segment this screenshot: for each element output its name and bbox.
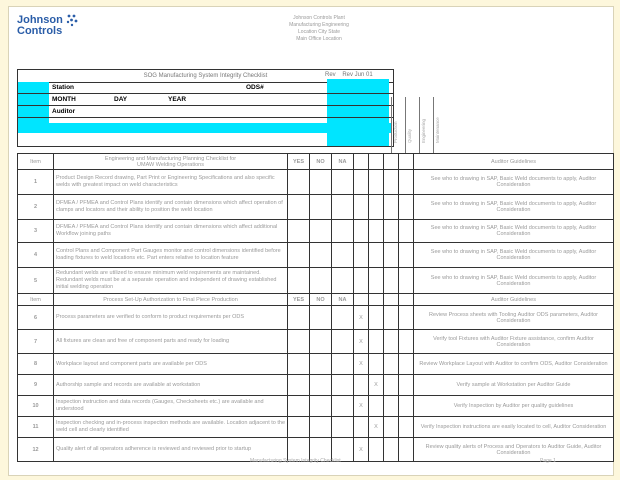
check-mark	[354, 170, 369, 195]
check-mark	[369, 330, 384, 354]
item-description: DFMEA / PFMEA and Control Plans identify and contain dimensions which affect operation of clamps and locators and their ability to position the weld location	[54, 195, 288, 220]
checklist-row	[18, 417, 614, 438]
check-mark	[369, 438, 384, 462]
check-mark	[369, 268, 384, 294]
check-mark: X	[369, 375, 384, 396]
yes-cell	[288, 306, 310, 330]
check-mark: X	[354, 396, 369, 417]
item-number: 8	[18, 354, 54, 375]
role-cell	[384, 306, 399, 330]
year-label: YEAR	[168, 96, 187, 103]
yes-cell	[288, 354, 310, 375]
auditor-row	[18, 106, 393, 118]
revision-label	[325, 72, 373, 78]
role-cell	[384, 375, 399, 396]
no-cell	[310, 396, 332, 417]
yes-cell	[288, 417, 310, 438]
na-cell	[332, 170, 354, 195]
check-mark	[369, 396, 384, 417]
auditor-guideline: Verify Inspection instructions are easily located to cell, Auditor Consideration	[414, 417, 614, 438]
role-cell	[399, 306, 414, 330]
role-cell	[399, 294, 414, 306]
na-cell	[332, 396, 354, 417]
check-mark	[369, 306, 384, 330]
check-mark	[354, 375, 369, 396]
role-cell	[384, 417, 399, 438]
checklist-row	[18, 243, 614, 268]
role-cell	[384, 354, 399, 375]
checklist-row	[18, 375, 614, 396]
section-heading-line: UMAW Welding Operations	[137, 161, 204, 168]
role-cell	[369, 294, 384, 306]
item-number: 10	[18, 396, 54, 417]
na-cell	[332, 330, 354, 354]
check-mark	[354, 268, 369, 294]
na-header: NA	[332, 154, 354, 170]
no-cell	[310, 306, 332, 330]
auditor-guideline: Review Workplace Layout with Auditor to confirm ODS, Auditor Consideration	[414, 354, 614, 375]
checklist-row	[18, 220, 614, 243]
role-cell	[399, 154, 414, 170]
month-label: MONTH	[52, 96, 76, 103]
item-number: 2	[18, 195, 54, 220]
role-cell	[384, 243, 399, 268]
rev-label: Rev	[325, 72, 336, 78]
date-row	[18, 94, 393, 106]
station-label: Station	[52, 84, 75, 91]
check-mark	[354, 220, 369, 243]
role-cell	[384, 330, 399, 354]
guidelines-header: Auditor Guidelines	[414, 294, 614, 306]
no-cell	[310, 354, 332, 375]
logo-line-1: Johnson	[17, 14, 63, 26]
item-description: Inspection instruction and data records (Gauges, Checksheets etc.) are available and understood	[54, 396, 288, 417]
item-description: Product Design Record drawing, Part Print or Engineering Specifications and also specific welds with greatest impact on weld characteristics	[54, 170, 288, 195]
na-cell	[332, 268, 354, 294]
na-cell	[332, 375, 354, 396]
day-label: DAY	[114, 96, 128, 103]
role-cell	[399, 396, 414, 417]
checklist-row	[18, 396, 614, 417]
role-cell	[384, 195, 399, 220]
checklist-sheet	[8, 6, 614, 476]
auditor-guideline: See who to drawing in SAP, Basic Weld documents to apply, Auditor Consideration	[414, 195, 614, 220]
item-description: Redundant welds are utilized to ensure minimum weld requirements are maintained. Redundant welds must be at a separate operation and independent of drawing established initial welding operation	[54, 268, 288, 294]
auditor-label: Auditor	[52, 108, 76, 115]
no-cell	[310, 170, 332, 195]
role-headers	[391, 97, 451, 153]
role-cell	[399, 195, 414, 220]
auditor-guideline: Review Process sheets with Tooling Auditor ODS parameters, Auditor Consideration	[414, 306, 614, 330]
no-header: NO	[310, 294, 332, 306]
item-number: 5	[18, 268, 54, 294]
item-number: 6	[18, 306, 54, 330]
check-mark	[369, 220, 384, 243]
form-title: SOG Manufacturing System Integrity Checklist	[17, 69, 394, 83]
auditor-guideline: Verify Inspection by Auditor per quality guidelines	[414, 396, 614, 417]
form-header-fields	[17, 82, 394, 147]
role-cell	[399, 268, 414, 294]
auditor-guideline: See who to drawing in SAP, Basic Weld documents to apply, Auditor Consideration	[414, 243, 614, 268]
role-cell	[399, 375, 414, 396]
item-description: Quality alert of all operators adherence is reviewed and reviewed prior to startup	[54, 438, 288, 462]
auditor-guideline: Verify sample at Workstation per Auditor Guide	[414, 375, 614, 396]
check-mark: X	[354, 354, 369, 375]
address-line: Manufacturing Engineering	[289, 22, 349, 28]
check-mark	[354, 243, 369, 268]
check-mark: X	[354, 438, 369, 462]
role-cell	[384, 220, 399, 243]
auditor-guideline: See who to drawing in SAP, Basic Weld documents to apply, Auditor Consideration	[414, 268, 614, 294]
checklist-row	[18, 170, 614, 195]
item-header: Item	[18, 294, 54, 306]
auditor-guideline: Verify tool Fixtures with Auditor Fixture assistance, confirm Auditor Consideration	[414, 330, 614, 354]
item-number: 11	[18, 417, 54, 438]
role-cell	[399, 330, 414, 354]
yes-cell	[288, 195, 310, 220]
checklist-table	[17, 153, 614, 462]
role-cell	[399, 417, 414, 438]
role-cell	[399, 243, 414, 268]
check-mark	[369, 354, 384, 375]
no-cell	[310, 268, 332, 294]
company-address	[259, 15, 379, 43]
role-cell	[384, 294, 399, 306]
address-line: Main Office Location	[296, 36, 342, 42]
item-number: 7	[18, 330, 54, 354]
item-number: 3	[18, 220, 54, 243]
checklist-row	[18, 330, 614, 354]
role-cell	[399, 354, 414, 375]
yes-cell	[288, 268, 310, 294]
section-header-row	[18, 294, 614, 306]
check-mark: X	[354, 330, 369, 354]
na-header: NA	[332, 294, 354, 306]
role-cell	[369, 154, 384, 170]
yes-cell	[288, 243, 310, 268]
role-cell	[384, 170, 399, 195]
yes-cell	[288, 170, 310, 195]
check-mark	[369, 243, 384, 268]
yes-cell	[288, 375, 310, 396]
item-description: Inspection checking and in-process inspection methods are available. Location adjacent to the weld cell and clearly identified	[54, 417, 288, 438]
address-line: Johnson Controls Plant	[293, 15, 345, 21]
checklist-row	[18, 195, 614, 220]
role-cell	[384, 154, 399, 170]
check-mark	[354, 195, 369, 220]
check-mark: X	[354, 306, 369, 330]
checklist-row	[18, 354, 614, 375]
footer-left: Manufacturing System Integrity Checklist	[250, 458, 341, 464]
yes-header: YES	[288, 154, 310, 170]
role-header: Production	[391, 97, 406, 153]
footer-right: Page 1	[540, 458, 556, 464]
role-header: Maintenance	[433, 97, 448, 153]
role-cell	[354, 154, 369, 170]
no-cell	[310, 243, 332, 268]
yes-cell	[288, 396, 310, 417]
rev-value: Rev Jun 01	[342, 72, 373, 78]
item-number: 9	[18, 375, 54, 396]
role-header: Engineering	[419, 97, 434, 153]
no-cell	[310, 375, 332, 396]
logo-mark-icon	[65, 13, 79, 27]
guidelines-header: Auditor Guidelines	[414, 154, 614, 170]
item-description: Process parameters are verified to conform to product requirements per ODS	[54, 306, 288, 330]
role-cell	[354, 294, 369, 306]
item-header: Item	[18, 154, 54, 170]
check-mark: X	[369, 417, 384, 438]
item-number: 12	[18, 438, 54, 462]
role-cell	[399, 438, 414, 462]
item-description: Workplace layout and component parts are available per ODS	[54, 354, 288, 375]
section-heading-line: Engineering and Manufacturing Planning Checklist for	[104, 155, 237, 162]
yes-cell	[288, 220, 310, 243]
check-mark	[369, 170, 384, 195]
address-line: Location City State	[298, 29, 340, 35]
check-mark	[354, 417, 369, 438]
yes-cell	[288, 330, 310, 354]
checklist-row	[18, 306, 614, 330]
na-cell	[332, 220, 354, 243]
item-number: 4	[18, 243, 54, 268]
no-cell	[310, 220, 332, 243]
ods-label: ODS#	[246, 84, 264, 91]
yes-header: YES	[288, 294, 310, 306]
section-heading: Process Set-Up Authorization to Final Piece Production	[54, 294, 288, 306]
na-cell	[332, 417, 354, 438]
item-number: 1	[18, 170, 54, 195]
item-description: DFMEA / PFMEA and Control Plans identify and contain dimensions which affect additional Workflow joining paths	[54, 220, 288, 243]
checklist-row	[18, 268, 614, 294]
na-cell	[332, 195, 354, 220]
no-header: NO	[310, 154, 332, 170]
role-header: Quality	[405, 97, 420, 153]
auditor-guideline: See who to drawing in SAP, Basic Weld documents to apply, Auditor Consideration	[414, 170, 614, 195]
no-cell	[310, 330, 332, 354]
section-header-row	[18, 154, 614, 170]
no-cell	[310, 417, 332, 438]
na-cell	[332, 354, 354, 375]
item-description: All fixtures are clean and free of component parts and ready for loading	[54, 330, 288, 354]
item-description: Control Plans and Component Part Gauges monitor and control dimensions identified before loading fixtures to weld locations etc. Part enters relative to location feature	[54, 243, 288, 268]
item-description: Authorship sample and records are available at workstation	[54, 375, 288, 396]
check-mark	[369, 195, 384, 220]
role-cell	[384, 438, 399, 462]
station-row	[18, 82, 393, 94]
logo-line-2: Controls	[17, 25, 63, 37]
section-heading	[54, 154, 288, 170]
role-cell	[399, 170, 414, 195]
na-cell	[332, 306, 354, 330]
role-cell	[399, 220, 414, 243]
company-logo	[17, 15, 63, 37]
role-cell	[384, 396, 399, 417]
role-cell	[384, 268, 399, 294]
na-cell	[332, 243, 354, 268]
auditor-guideline: Review quality alerts of Process and Operators to Auditor Guide, Auditor Consideration	[414, 438, 614, 462]
auditor-guideline: See who to drawing in SAP, Basic Weld documents to apply, Auditor Consideration	[414, 220, 614, 243]
no-cell	[310, 195, 332, 220]
